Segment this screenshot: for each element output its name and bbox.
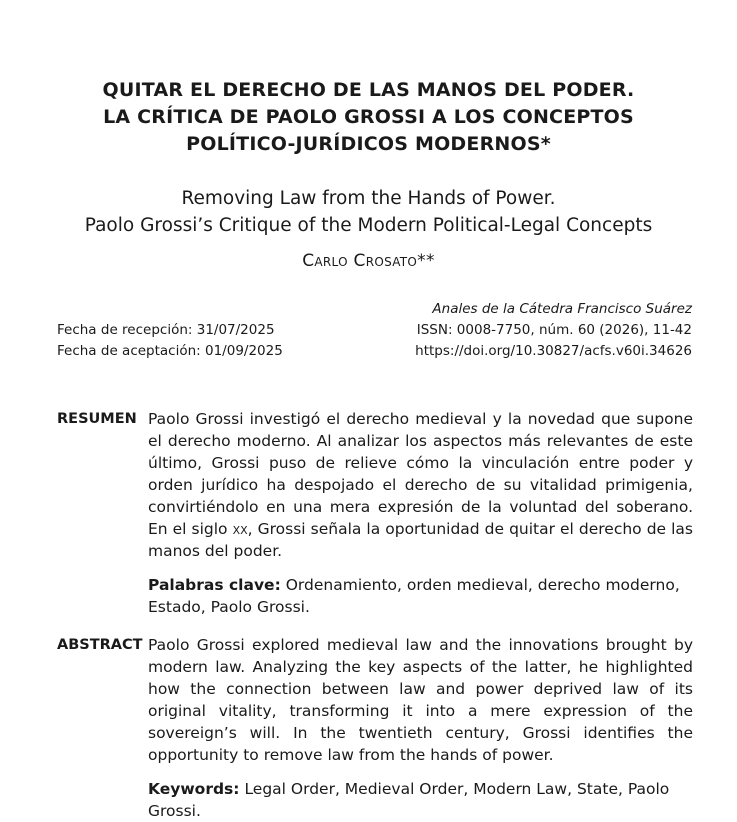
subtitle-line-2: Paolo Grossi’s Critique of the Modern Political-Legal Concepts	[84, 215, 653, 236]
english-title	[30, 185, 707, 239]
journal-issn: ISSN: 0008-7750, núm. 60 (2026), 11-42	[416, 322, 692, 338]
author-name: Carlo Crosato**	[302, 251, 435, 271]
resumen-content	[148, 408, 693, 618]
resumen-text-part-1: Paolo Grossi investigó el derecho medieval y la novedad que supone el derecho moderno. Al analizar los aspectos más relevantes de este último, Grossi puso de relieve cómo la vinculación entre poder y orden jurídico ha despojado el derecho de su vitalidad primigenia, convirtiéndolo en una mera expresión de la voluntad del soberano. En el siglo	[148, 410, 693, 538]
title-line-3: POLÍTICO-JURÍDICOS MODERNOS*	[186, 133, 551, 155]
abstract-content	[148, 634, 693, 822]
title-line-2: LA CRÍTICA DE PAOLO GROSSI A LOS CONCEPTOS	[103, 106, 634, 128]
submission-dates	[57, 320, 283, 362]
resumen-century: xx	[232, 520, 248, 538]
abstract-keywords	[148, 778, 693, 822]
resumen-keywords-list: Ordenamiento, orden medieval, derecho moderno, Estado, Paolo Grossi.	[148, 576, 680, 616]
abstract-text: Paolo Grossi explored medieval law and the innovations brought by modern law. Analyzing the key aspects of the latter, he highlighted how the connection between law and power deprived law of its original vitality, transforming it into a mere expression of the sovereign’s will. In the twentieth century, Grossi identifies the opportunity to remove law from the hands of power.	[148, 636, 693, 764]
journal-doi: https://doi.org/10.30827/acfs.v60i.34626	[415, 343, 692, 359]
abstract-label: ABSTRACT	[57, 637, 143, 653]
received-date: Fecha de recepción: 31/07/2025	[57, 322, 275, 338]
resumen-label: RESUMEN	[57, 411, 137, 427]
resumen-text-part-2: , Grossi señala la oportunidad de quitar el derecho de las manos del poder.	[148, 520, 693, 560]
resumen-text	[148, 408, 693, 562]
journal-name: Anales de la Cátedra Francisco Suárez	[432, 301, 692, 317]
resumen-keywords-label: Palabras clave:	[148, 576, 281, 594]
abstract-keywords-list: Legal Order, Medieval Order, Modern Law, State, Paolo Grossi.	[148, 780, 670, 820]
article-title	[40, 77, 697, 158]
resumen-keywords	[148, 574, 693, 618]
accepted-date: Fecha de aceptación: 01/09/2025	[57, 343, 283, 359]
abstract-keywords-label: Keywords:	[148, 780, 240, 798]
title-line-1: QUITAR EL DERECHO DE LAS MANOS DEL PODER.	[102, 79, 635, 101]
journal-info	[415, 299, 692, 362]
subtitle-line-1: Removing Law from the Hands of Power.	[181, 188, 556, 209]
